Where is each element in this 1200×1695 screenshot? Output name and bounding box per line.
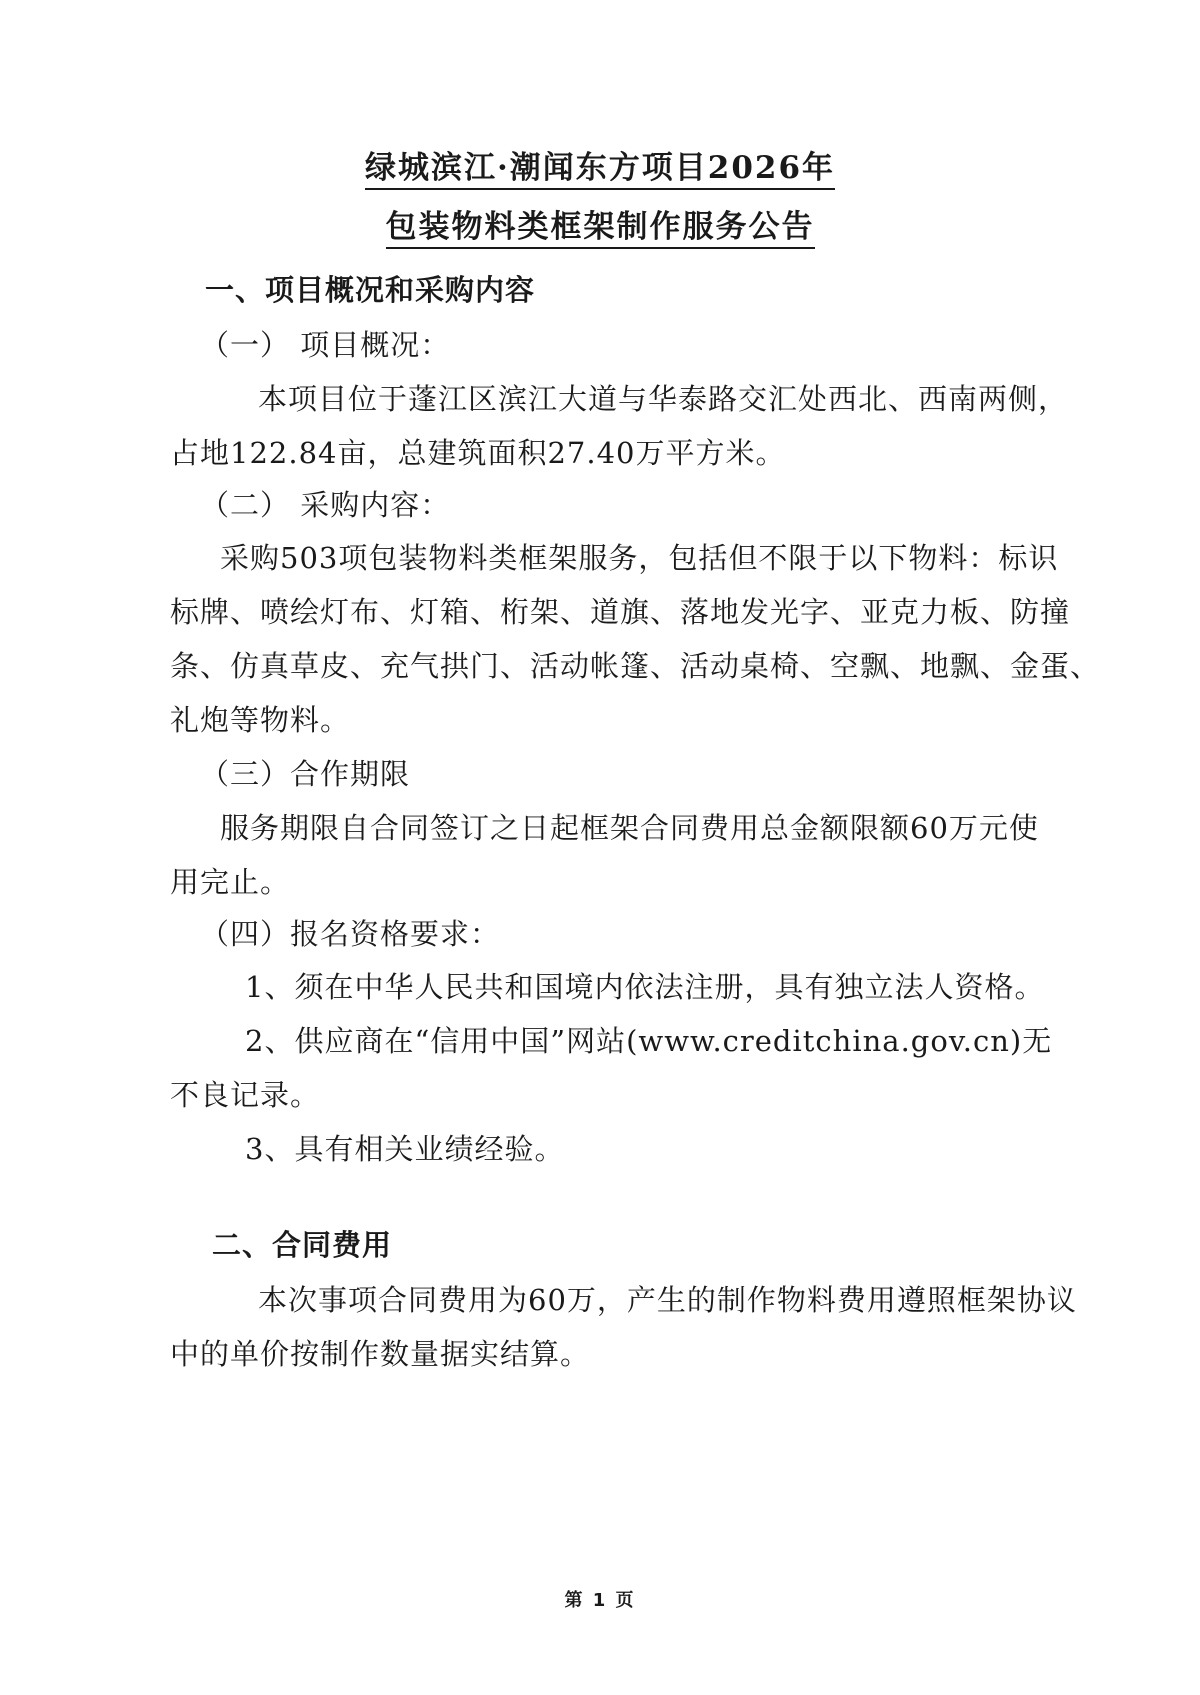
procurement-paragraph-line-3: 条、仿真草皮、充气拱门、活动帐篷、活动桌椅、空飘、地飘、金蛋、 xyxy=(170,649,1101,683)
page-number: 第 1 页 xyxy=(564,1590,636,1611)
subsection-1-heading: （一） 项目概况： xyxy=(200,328,451,362)
subsection-3-heading: （三）合作期限 xyxy=(200,757,411,791)
cooperation-period-line-2: 用完止。 xyxy=(170,865,291,899)
document-title-line-1: 绿城滨江·潮闻东方项目2026年 xyxy=(0,148,1200,188)
overview-paragraph-line-1: 本项目位于蓬江区滨江大道与华泰路交汇处西北、西南两侧， xyxy=(258,382,1069,416)
section-2-heading: 二、合同费用 xyxy=(212,1228,393,1262)
procurement-paragraph-line-2: 标牌、喷绘灯布、灯箱、桁架、道旗、落地发光字、亚克力板、防撞 xyxy=(170,595,1071,629)
document-title-line-2: 包装物料类框架制作服务公告 xyxy=(0,207,1200,247)
subsection-4-heading: （四）报名资格要求： xyxy=(200,917,501,951)
cooperation-period-line-1: 服务期限自合同签订之日起框架合同费用总金额限额60万元使 xyxy=(220,811,1039,845)
section-1-heading: 一、项目概况和采购内容 xyxy=(205,273,536,307)
contract-fee-line-2: 中的单价按制作数量据实结算。 xyxy=(170,1337,591,1371)
procurement-paragraph-line-1: 采购503项包装物料类框架服务，包括但不限于以下物料：标识 xyxy=(220,541,1059,575)
contract-fee-line-1: 本次事项合同费用为60万，产生的制作物料费用遵照框架协议 xyxy=(258,1283,1077,1317)
subsection-2-heading: （二） 采购内容： xyxy=(200,488,451,522)
qualification-item-2-line-2: 不良记录。 xyxy=(170,1078,321,1112)
qualification-item-1: 1、须在中华人民共和国境内依法注册，具有独立法人资格。 xyxy=(245,970,1045,1004)
overview-paragraph-line-2: 占地122.84亩，总建筑面积27.40万平方米。 xyxy=(170,436,786,470)
qualification-item-3: 3、具有相关业绩经验。 xyxy=(245,1132,565,1166)
qualification-item-2-line-1: 2、供应商在“信用中国”网站(www.creditchina.gov.cn)无 xyxy=(245,1024,1053,1058)
procurement-paragraph-line-4: 礼炮等物料。 xyxy=(170,703,351,737)
